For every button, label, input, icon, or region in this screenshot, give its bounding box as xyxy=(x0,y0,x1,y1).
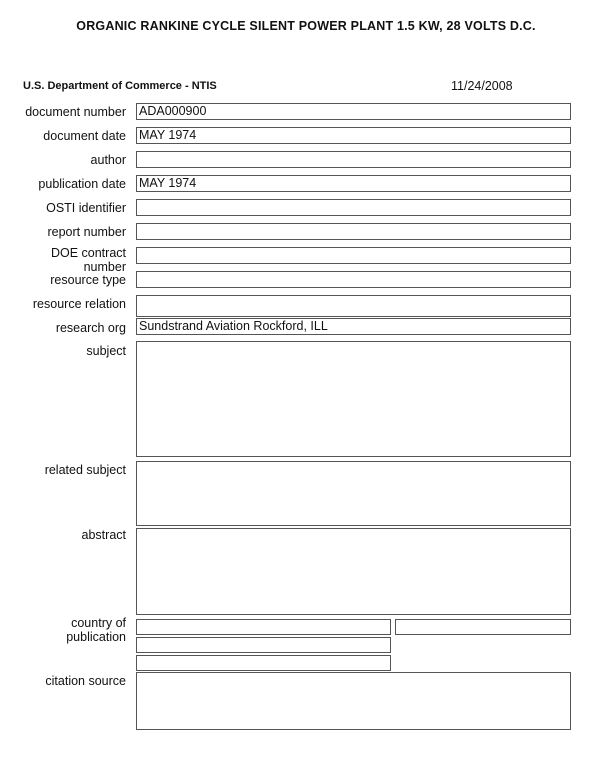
author-field[interactable] xyxy=(136,151,571,168)
document-title: ORGANIC RANKINE CYCLE SILENT POWER PLANT 1.5 KW, 28 VOLTS D.C. xyxy=(76,19,536,33)
report-number-field[interactable] xyxy=(136,223,571,240)
osti-identifier-field[interactable] xyxy=(136,199,571,216)
doe-contract-number-field[interactable] xyxy=(136,247,571,264)
country-of-publication-field[interactable] xyxy=(136,619,391,635)
author-label: author xyxy=(90,153,126,167)
resource-relation-field[interactable] xyxy=(136,295,571,317)
abstract-field[interactable] xyxy=(136,528,571,615)
country-extra-field[interactable] xyxy=(395,619,571,635)
subject-label: subject xyxy=(86,344,126,358)
document-date-field[interactable]: MAY 1974 xyxy=(136,127,571,144)
citation-source-field[interactable] xyxy=(136,672,571,730)
document-number-label: document number xyxy=(25,105,126,119)
publication-date-field[interactable]: MAY 1974 xyxy=(136,175,571,192)
country-of-publication-label xyxy=(66,616,126,644)
doe-contract-label xyxy=(51,246,126,274)
resource-type-label: resource type xyxy=(50,273,126,287)
citation-source-label: citation source xyxy=(45,674,126,688)
report-number-label: report number xyxy=(47,225,126,239)
country-label-line2: publication xyxy=(66,630,126,644)
subject-field[interactable] xyxy=(136,341,571,457)
doe-contract-label-line2: number xyxy=(83,260,126,274)
research-org-field[interactable]: Sundstrand Aviation Rockford, ILL xyxy=(136,318,571,335)
country-extra-field-2[interactable] xyxy=(136,637,391,653)
country-extra-field-3[interactable] xyxy=(136,655,391,671)
publication-date-label: publication date xyxy=(38,177,126,191)
research-org-label: research org xyxy=(55,321,126,335)
abstract-label: abstract xyxy=(81,528,126,542)
resource-relation-label: resource relation xyxy=(32,297,126,311)
document-number-field[interactable]: ADA000900 xyxy=(136,103,571,120)
doe-contract-label-line1: DOE contract xyxy=(50,246,126,260)
agency-name: U.S. Department of Commerce - NTIS xyxy=(23,80,217,92)
document-date-label: document date xyxy=(43,129,126,143)
resource-type-field[interactable] xyxy=(136,271,571,288)
osti-identifier-label: OSTI identifier xyxy=(46,201,126,215)
country-label-line1: country of xyxy=(71,616,126,630)
related-subject-label: related subject xyxy=(44,463,126,477)
report-date: 11/24/2008 xyxy=(451,79,513,93)
related-subject-field[interactable] xyxy=(136,461,571,526)
